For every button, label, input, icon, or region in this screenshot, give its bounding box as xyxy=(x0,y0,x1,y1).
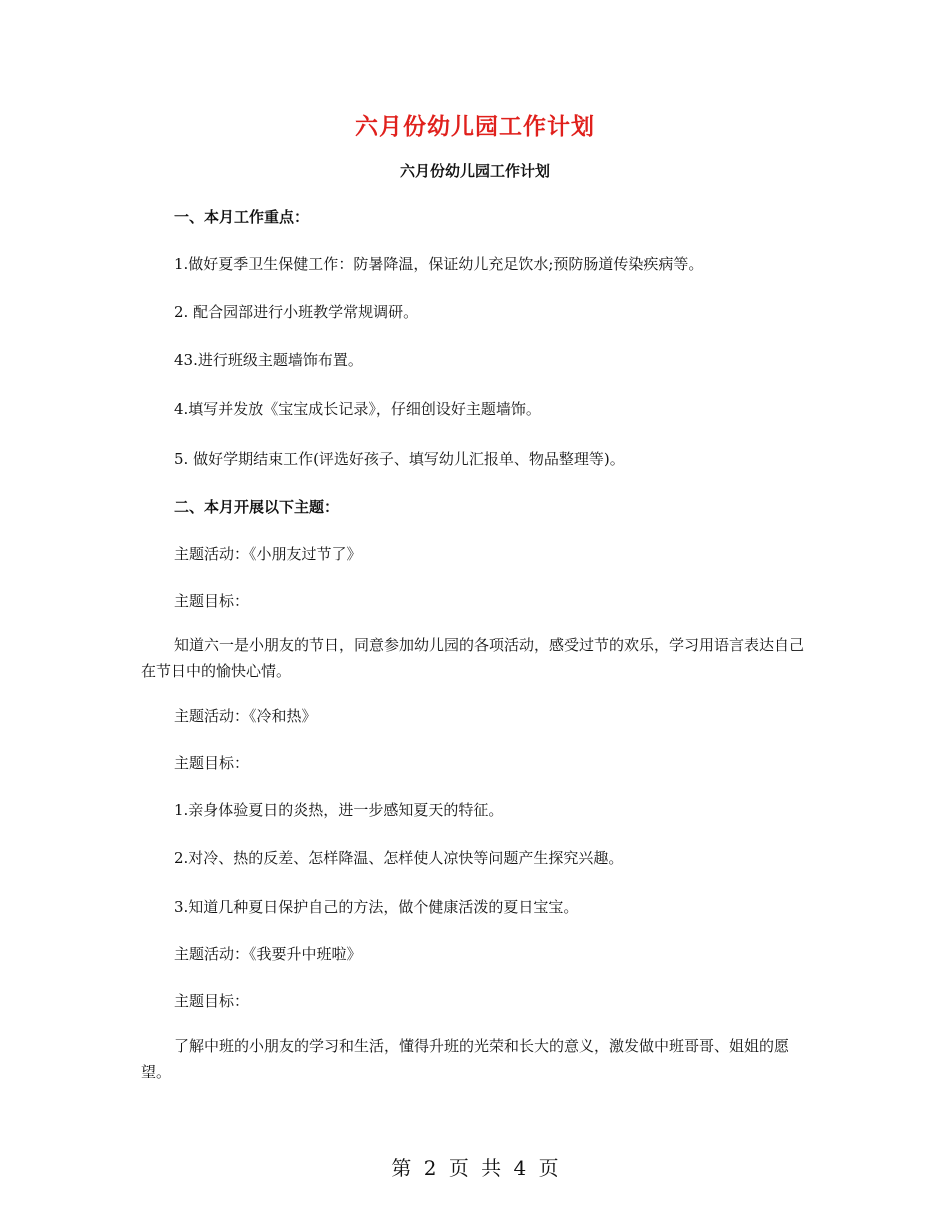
theme3-goal-label: 主题目标： xyxy=(174,992,250,1010)
section-heading-focus: 一、本月工作重点： xyxy=(174,208,310,226)
footer-word-ye-2: 页 xyxy=(538,1156,559,1180)
focus-item-5: 5. 做好学期结束工作(评选好孩子、填写幼儿汇报单、物品整理等)。 xyxy=(174,450,625,468)
theme2-goal-3: 3.知道几种夏日保护自己的方法，做个健康活泼的夏日宝宝。 xyxy=(174,898,579,916)
theme1-goal-text: 知道六一是小朋友的节日，同意参加幼儿园的各项活动，感受过节的欢乐，学习用语言表达自己在节日中的愉快心情。 xyxy=(141,636,805,680)
theme3-activity: 主题活动：《我要升中班啦》 xyxy=(174,945,362,963)
document-subtitle: 六月份幼儿园工作计划 xyxy=(399,162,550,180)
theme2-activity: 主题活动：《冷和热》 xyxy=(174,707,317,725)
theme3-goal-text: 了解中班的小朋友的学习和生活，懂得升班的光荣和长大的意义，激发做中班哥哥、姐姐的愿望。 xyxy=(141,1037,790,1081)
theme1-activity: 主题活动：《小朋友过节了》 xyxy=(174,545,362,563)
section-heading-themes: 二、本月开展以下主题： xyxy=(174,498,340,516)
theme1-goal-label: 主题目标： xyxy=(174,592,250,610)
theme2-goal-label: 主题目标： xyxy=(174,754,250,772)
footer-word-gong: 共 xyxy=(481,1156,502,1180)
page-footer xyxy=(0,1152,950,1181)
footer-page-current: 2 xyxy=(423,1156,437,1180)
document-title: 六月份幼儿园工作计划 xyxy=(355,113,595,140)
footer-word-di: 第 xyxy=(391,1156,412,1180)
theme2-goal-1: 1.亲身体验夏日的炎热，进一步感知夏天的特征。 xyxy=(174,801,504,819)
footer-page-total: 4 xyxy=(513,1156,527,1180)
focus-item-3: 43.进行班级主题墙饰布置。 xyxy=(174,351,363,369)
focus-item-1: 1.做好夏季卫生保健工作：防暑降温，保证幼儿充足饮水;预防肠道传染疾病等。 xyxy=(174,255,704,273)
theme2-goal-2: 2.对冷、热的反差、怎样降温、怎样使人凉快等问题产生探究兴趣。 xyxy=(174,849,624,867)
footer-word-ye: 页 xyxy=(448,1156,469,1180)
focus-item-2: 2. 配合园部进行小班教学常规调研。 xyxy=(174,303,419,321)
focus-item-4: 4.填写并发放《宝宝成长记录》，仔细创设好主题墙饰。 xyxy=(174,400,541,418)
